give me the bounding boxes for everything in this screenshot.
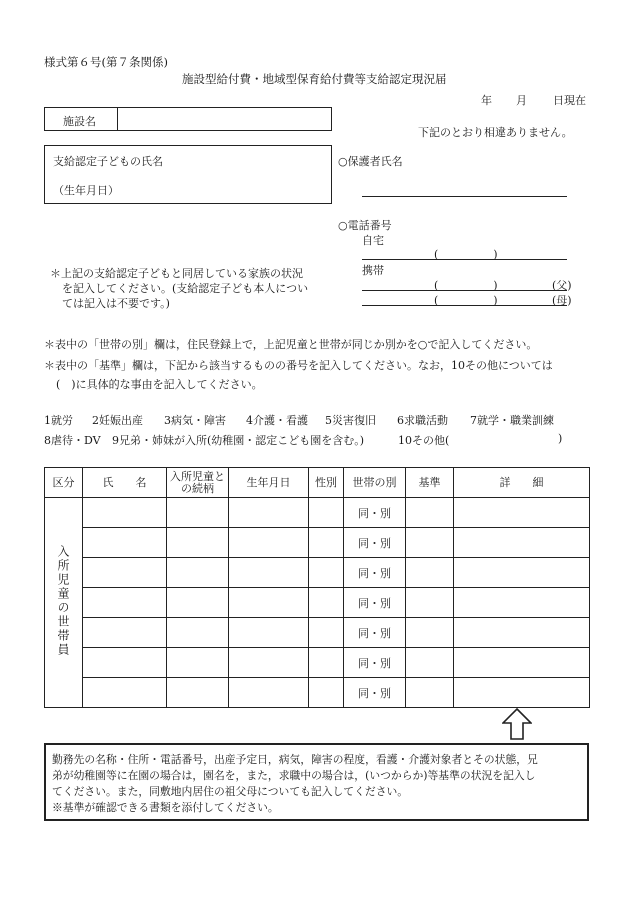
cell-criteria[interactable] bbox=[406, 558, 454, 588]
phone-home-line[interactable] bbox=[362, 259, 567, 260]
child-name-label: 支給認定子どもの氏名 bbox=[53, 155, 163, 168]
cell-name[interactable] bbox=[83, 678, 167, 708]
side-label: 入所児童の世帯員 bbox=[56, 545, 70, 657]
phone-mother-label: (母) bbox=[552, 294, 572, 307]
detail-instructions-box bbox=[44, 743, 589, 821]
child-birth-label: （生年月日） bbox=[53, 184, 119, 197]
facility-box bbox=[44, 107, 332, 131]
side-label-cell bbox=[45, 498, 83, 708]
cell-birth[interactable] bbox=[229, 618, 309, 648]
note-criteria: ＊表中の「基準」欄は，下記から該当するものの番号を記入してください。なお，10その他については bbox=[44, 359, 553, 372]
phone-father-line[interactable] bbox=[362, 290, 567, 291]
cell-birth[interactable] bbox=[229, 588, 309, 618]
cell-gender[interactable] bbox=[309, 678, 344, 708]
family-note-line1: ＊上記の支給認定子どもと同居している家族の状況 bbox=[50, 267, 303, 280]
cell-gender[interactable] bbox=[309, 648, 344, 678]
instruction-line4: ※基準が確認できる書類を添付してください。 bbox=[52, 801, 279, 814]
criteria-6: 6求職活動 bbox=[397, 414, 448, 427]
cell-detail[interactable] bbox=[454, 588, 590, 618]
table-row bbox=[45, 558, 590, 588]
guardian-line[interactable] bbox=[362, 196, 567, 197]
table-row bbox=[45, 648, 590, 678]
cell-detail[interactable] bbox=[454, 618, 590, 648]
cell-detail[interactable] bbox=[454, 498, 590, 528]
header-relation: 入所児童との続柄 bbox=[167, 468, 229, 498]
cell-household[interactable]: 同・別 bbox=[344, 528, 406, 558]
phone-mother-line[interactable] bbox=[362, 305, 567, 306]
arrow-up-icon bbox=[502, 708, 532, 740]
guardian-label: ○保護者氏名 bbox=[338, 155, 403, 168]
criteria-9: 9兄弟・姉妹が入所(幼稚園・認定こども園を含む。) bbox=[112, 434, 365, 447]
instruction-line3: てください。また，同敷地内居住の祖父母についても記入してください。 bbox=[52, 785, 409, 798]
cell-name[interactable] bbox=[83, 528, 167, 558]
cell-name[interactable] bbox=[83, 498, 167, 528]
criteria-3: 3病気・障害 bbox=[164, 414, 226, 427]
cell-household[interactable]: 同・別 bbox=[344, 648, 406, 678]
cell-name[interactable] bbox=[83, 648, 167, 678]
phone-mother-paren: ( ) bbox=[434, 294, 498, 307]
family-note-line2: を記入してください。(支給認定子ども本人につい bbox=[62, 282, 309, 295]
header-kubun: 区分 bbox=[45, 468, 83, 498]
cell-gender[interactable] bbox=[309, 588, 344, 618]
phone-home-label: 自宅 bbox=[362, 234, 384, 247]
criteria-8: 8虐待・DV bbox=[44, 434, 101, 447]
cell-household[interactable]: 同・別 bbox=[344, 498, 406, 528]
cell-household[interactable]: 同・別 bbox=[344, 558, 406, 588]
cell-household[interactable]: 同・別 bbox=[344, 588, 406, 618]
cell-gender[interactable] bbox=[309, 498, 344, 528]
facility-label: 施設名 bbox=[63, 115, 96, 128]
note-household: ＊表中の「世帯の別」欄は，住民登録上で，上記児童と世帯が同じか別かを○で記入してください。 bbox=[44, 338, 538, 351]
cell-name[interactable] bbox=[83, 558, 167, 588]
criteria-10: 10その他( bbox=[398, 434, 450, 447]
phone-father-label: (父) bbox=[552, 279, 572, 292]
cell-relation[interactable] bbox=[167, 558, 229, 588]
table-row bbox=[45, 528, 590, 558]
criteria-10-close: ) bbox=[558, 432, 563, 445]
table-row bbox=[45, 498, 590, 528]
cell-name[interactable] bbox=[83, 618, 167, 648]
instruction-line1: 勤務先の名称・住所・電話番号，出産予定日，病気，障害の程度，看護・介護対象者とその状態，兄 bbox=[52, 753, 538, 766]
cell-criteria[interactable] bbox=[406, 648, 454, 678]
cell-criteria[interactable] bbox=[406, 498, 454, 528]
criteria-4: 4介護・看護 bbox=[246, 414, 308, 427]
cell-relation[interactable] bbox=[167, 498, 229, 528]
date-month: 月 bbox=[516, 94, 527, 107]
date-day: 日現在 bbox=[553, 94, 586, 107]
cell-relation[interactable] bbox=[167, 528, 229, 558]
cell-criteria[interactable] bbox=[406, 528, 454, 558]
child-info-box[interactable] bbox=[44, 145, 332, 204]
phone-mobile-label: 携帯 bbox=[362, 264, 384, 277]
cell-birth[interactable] bbox=[229, 558, 309, 588]
cell-relation[interactable] bbox=[167, 588, 229, 618]
header-household: 世帯の別 bbox=[344, 468, 406, 498]
cell-criteria[interactable] bbox=[406, 588, 454, 618]
phone-label: ○電話番号 bbox=[338, 219, 392, 232]
cell-detail[interactable] bbox=[454, 648, 590, 678]
table-row bbox=[45, 618, 590, 648]
criteria-7: 7就学・職業訓練 bbox=[470, 414, 554, 427]
criteria-5: 5災害復旧 bbox=[325, 414, 376, 427]
declaration: 下記のとおり相違ありません。 bbox=[418, 126, 573, 139]
header-criteria: 基準 bbox=[406, 468, 454, 498]
criteria-1: 1就労 bbox=[44, 414, 73, 427]
header-name: 氏 名 bbox=[83, 468, 167, 498]
cell-household[interactable]: 同・別 bbox=[344, 678, 406, 708]
instruction-line2: 弟が幼稚園等に在園の場合は，園名を，また，求職中の場合は，(いつからか)等基準の状況を記入し bbox=[52, 769, 536, 782]
phone-home-paren: ( ) bbox=[434, 248, 498, 261]
family-note-line3: ては記入は不要です。) bbox=[62, 297, 170, 310]
cell-birth[interactable] bbox=[229, 498, 309, 528]
cell-relation[interactable] bbox=[167, 648, 229, 678]
cell-criteria[interactable] bbox=[406, 678, 454, 708]
header-birth: 生年月日 bbox=[229, 468, 309, 498]
cell-detail[interactable] bbox=[454, 528, 590, 558]
cell-gender[interactable] bbox=[309, 528, 344, 558]
cell-birth[interactable] bbox=[229, 678, 309, 708]
cell-relation[interactable] bbox=[167, 618, 229, 648]
cell-household[interactable]: 同・別 bbox=[344, 618, 406, 648]
cell-detail[interactable] bbox=[454, 678, 590, 708]
cell-birth[interactable] bbox=[229, 528, 309, 558]
date-year: 年 bbox=[481, 94, 492, 107]
criteria-2: 2妊娠出産 bbox=[92, 414, 143, 427]
cell-gender[interactable] bbox=[309, 558, 344, 588]
header-detail: 詳 細 bbox=[454, 468, 590, 498]
note-criteria-cont: ( )に具体的な事由を記入してください。 bbox=[56, 378, 263, 391]
header-gender: 性別 bbox=[309, 468, 344, 498]
table-row bbox=[45, 588, 590, 618]
phone-father-paren: ( ) bbox=[434, 279, 498, 292]
cell-gender[interactable] bbox=[309, 618, 344, 648]
cell-name[interactable] bbox=[83, 588, 167, 618]
cell-detail[interactable] bbox=[454, 558, 590, 588]
cell-criteria[interactable] bbox=[406, 618, 454, 648]
form-number: 様式第６号(第７条関係) bbox=[44, 55, 168, 69]
cell-relation[interactable] bbox=[167, 678, 229, 708]
cell-birth[interactable] bbox=[229, 648, 309, 678]
form-title: 施設型給付費・地域型保育給付費等支給認定現況届 bbox=[182, 72, 447, 86]
household-table bbox=[44, 467, 590, 708]
table-row bbox=[45, 678, 590, 708]
